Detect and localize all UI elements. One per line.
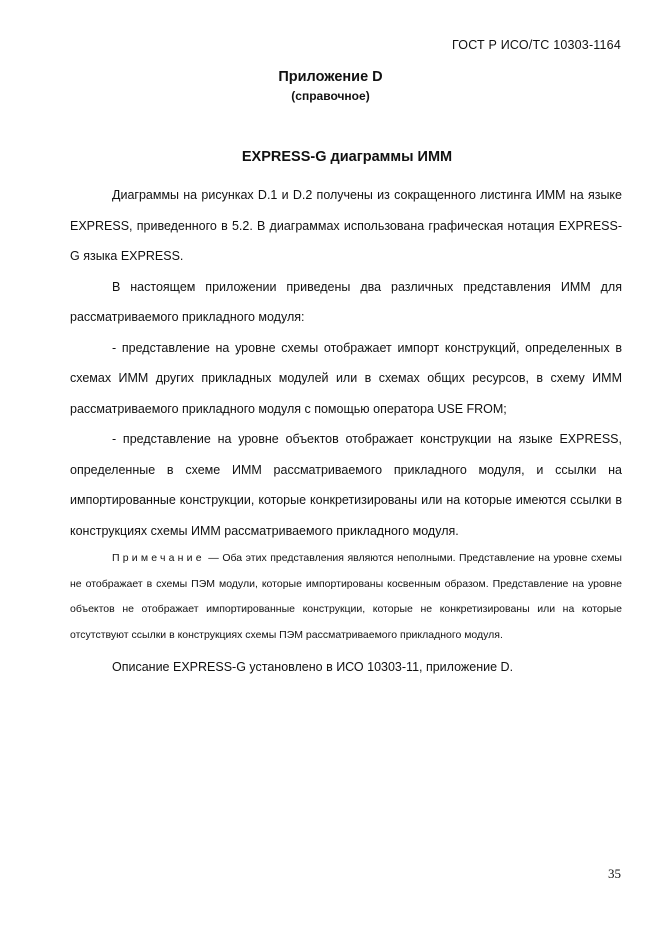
section-title: EXPRESS-G диаграммы ИММ [241,149,453,165]
document-body [70,180,622,683]
note-dash: — [204,552,223,564]
note-label: Примечание [112,552,205,564]
note [70,546,622,648]
appendix-title: Приложение D [278,69,383,85]
list-item-schema-level: - представление на уровне схемы отображает импорт конструкций, определенных в схемах ИММ других прикладных модулей или в схемах общих ресурсов, в схему ИММ рассматриваемого прикладного модуля с помощью оператора USE FROM; [70,340,622,416]
paragraph-intro: Диаграммы на рисунках D.1 и D.2 получены из сокращенного листинга ИММ на языке EXPRESS, приведенного в 5.2. В диаграммах использована графическая нотация EXPRESS-G языка EXPRESS. [70,188,622,263]
list-item-object-level: - представление на уровне объектов отображает конструкции на языке EXPRESS, определенные в схеме ИММ рассматриваемого прикладного модуля, и ссылки на импортированные конструкции, которые конкретизированы или на которые имеются ссылки в конструкциях схемы ИММ рассматриваемого прикладного модуля. [70,432,622,538]
note-text: Оба этих представления являются неполными. Представление на уровне схемы не отображает в схемы ПЭМ модули, которые импортированы косвенным образом. Представление на уровне объектов не отображает импортированные конструкции, которые не конкретизированы или на которые отсутствуют ссылки в конструкциях схемы ПЭМ рассматриваемого прикладного модуля. [70,552,622,641]
page-number: 35 [608,866,621,881]
paragraph-representations: В настоящем приложении приведены два различных представления ИММ для рассматриваемого прикладного модуля: [70,279,622,324]
document-code: ГОСТ Р ИСО/ТС 10303-1164 [452,38,621,52]
paragraph-express-g-reference: Описание EXPRESS-G установлено в ИСО 10303-11, приложение D. [112,660,514,674]
appendix-subtitle: (справочное) [291,89,370,103]
